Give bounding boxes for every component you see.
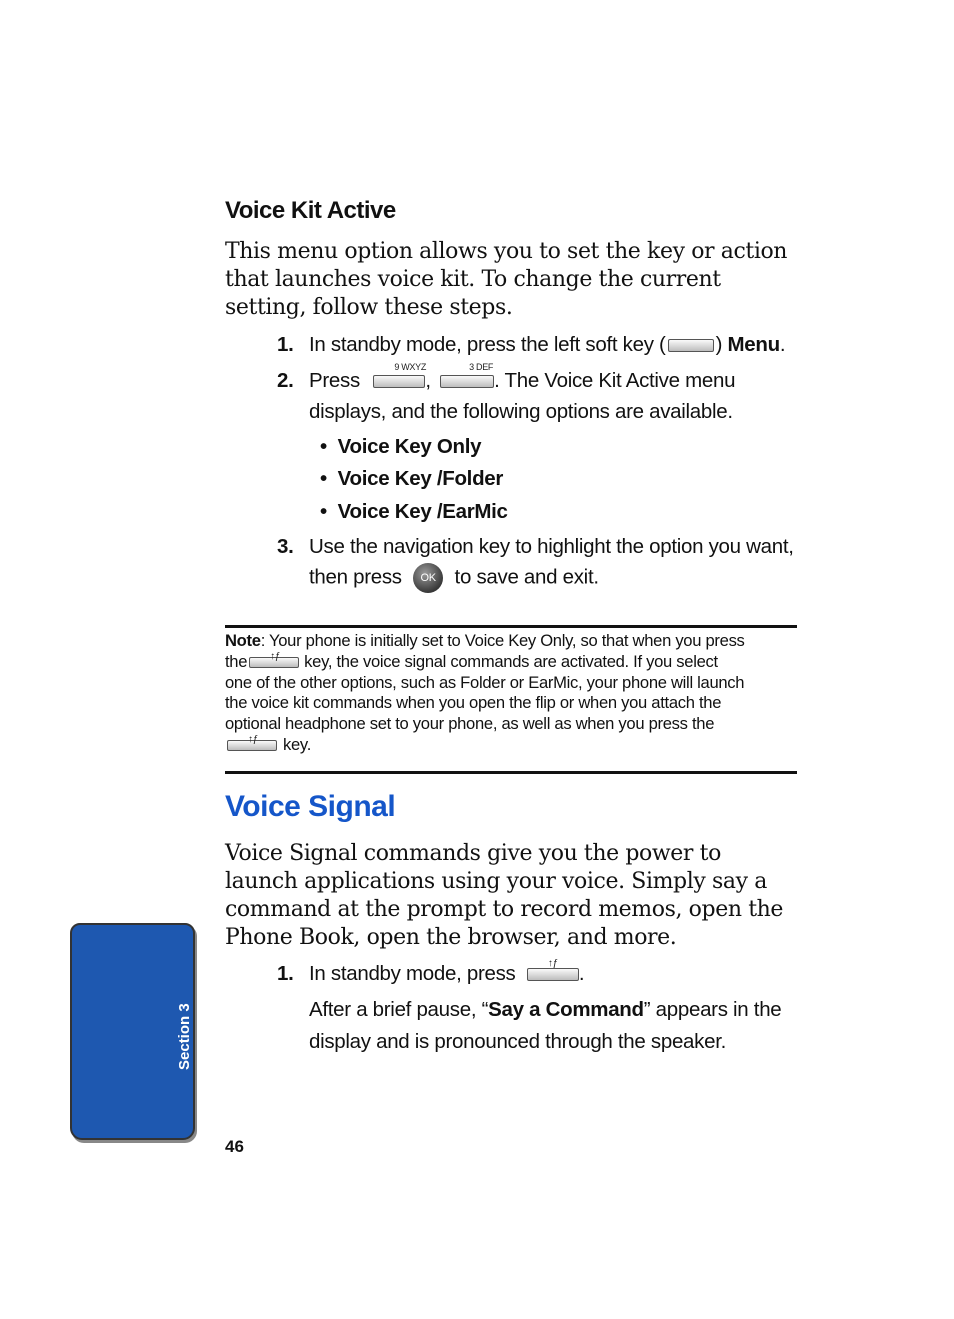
note-top-rule <box>225 625 797 628</box>
voice-key-icon: ↑ƒ <box>249 657 299 668</box>
note-bottom-rule <box>225 771 797 774</box>
list-item: • Voice Key /EarMic <box>320 500 508 523</box>
section-heading-voice-signal: Voice Signal <box>225 790 396 823</box>
section-heading-voice-kit: Voice Kit Active <box>225 197 396 224</box>
section-tab-label: Section 3 <box>176 1003 193 1070</box>
ok-key-icon: OK <box>413 563 443 593</box>
page-number: 46 <box>225 1137 244 1156</box>
key-9-icon: 9 WXYZ <box>373 375 425 388</box>
list-item: • Voice Key Only <box>320 435 482 458</box>
list-item: • Voice Key /Folder <box>320 467 504 490</box>
voice-key-icon: ↑ƒ <box>527 968 579 981</box>
signal-step-1-detail: After a brief pause, “Say a Command” appears in the display and is pronounced through the speaker. <box>309 998 782 1053</box>
note: Note: Your phone is initially set to Voice Key Only, so that when you press the ↑ƒ key, the voice signal commands are activated. If you select one of the other options, such as Folder or EarMic, your phone will launch the voice kit commands when you open the flip or when you attach the optional headphone set to your phone, as well as when you press the ↑ƒ key. <box>225 631 745 754</box>
voice-signal-intro: Voice Signal commands give you the power to launch applications using your voice. Simply say a command at the prompt to record memos, open the Phone Book, open the browser, and more. <box>225 841 784 950</box>
left-soft-key-icon <box>668 339 714 352</box>
voice-kit-intro: This menu option allows you to set the key or action that launches voice kit. To change the current setting, follow these steps. <box>225 239 788 320</box>
key-3-icon: 3 DEF <box>440 375 494 388</box>
voice-key-icon: ↑ƒ <box>227 740 277 751</box>
